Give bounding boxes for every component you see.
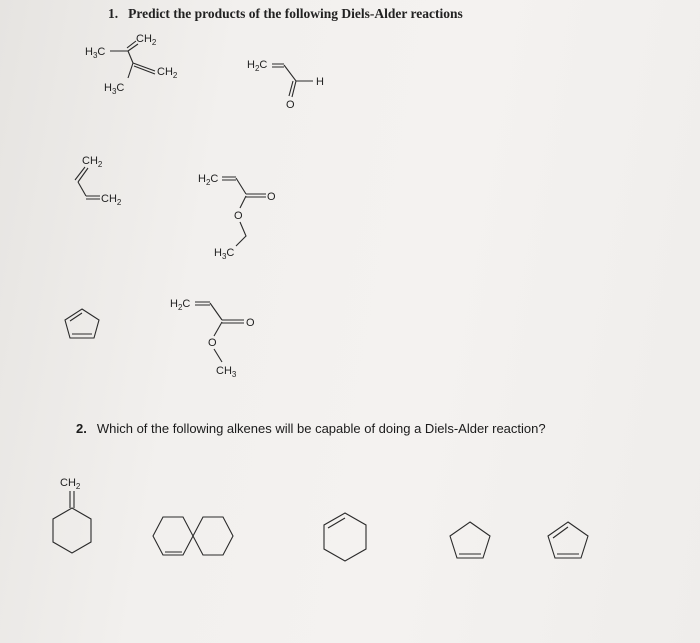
question-2-text: Which of the following alkenes will be capable of doing a Diels-Alder reaction? <box>96 421 546 436</box>
ch2-label: $CH_2$ <box>101 193 122 207</box>
oxygen-label: O <box>208 337 217 349</box>
ch2-label: $CH_2$ <box>157 66 178 80</box>
diene-2-3-dimethylbutadiene <box>85 33 178 96</box>
ch3-label: $CH_3$ <box>216 365 237 379</box>
diene-butadiene <box>75 155 122 207</box>
oxygen-label: O <box>286 99 295 111</box>
h2c-label: $H_2C$ <box>198 173 219 187</box>
h2c-label: $H_2C$ <box>247 59 268 73</box>
alkene-methylenecyclohexane <box>53 477 91 553</box>
oxygen-label: O <box>246 317 255 329</box>
alkene-octahydronaphthalene <box>153 517 233 555</box>
question-2-number: 2. <box>76 421 87 436</box>
alkene-cyclohexene <box>324 513 366 561</box>
alkene-cyclopentadiene <box>548 522 588 558</box>
question-1-text: Predict the products of the following Diels-Alder reactions <box>128 6 463 21</box>
question-1-number: 1. <box>108 6 119 21</box>
hydrogen-label: H <box>316 76 324 88</box>
oxygen-label: O <box>234 210 243 222</box>
h3c-label: $H_3C$ <box>104 82 125 96</box>
h3c-label: $H_3C$ <box>85 46 106 60</box>
ch2-label: $CH_2$ <box>136 33 157 47</box>
oxygen-label: O <box>267 191 276 203</box>
ch2-label: $CH_2$ <box>60 477 81 491</box>
h3c-label: $H_3C$ <box>214 247 235 261</box>
ch2-label: $CH_2$ <box>82 155 103 169</box>
dienophile-acrolein <box>247 59 324 111</box>
diene-cyclopentadiene <box>65 309 99 338</box>
dienophile-methyl-acrylate <box>198 173 276 261</box>
h2c-label: $H_2C$ <box>170 298 191 312</box>
alkene-cyclopentene <box>450 522 490 558</box>
dienophile-methyl-acrylate-2 <box>170 298 255 379</box>
